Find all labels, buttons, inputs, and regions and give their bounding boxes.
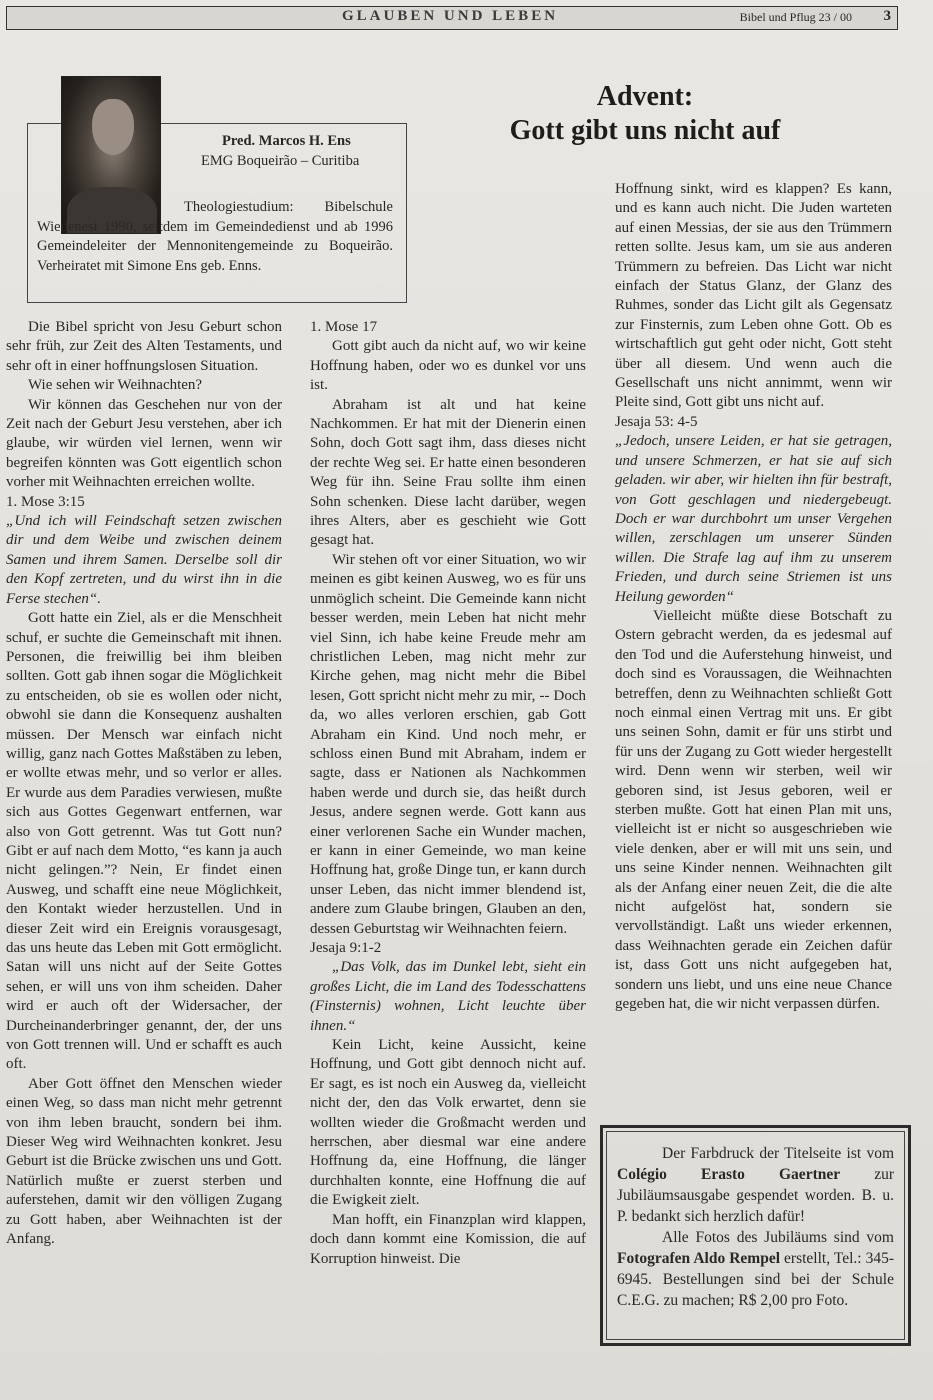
paragraph: Wie sehen wir Weihnachten? [28,377,203,394]
photographer-name: Fotografen Aldo Rempel [617,1250,781,1267]
bible-reference: 1. Mose 17 [310,319,378,335]
paragraph: Wir können das Geschehen nur von der Zeit nach der Geburt Jesu verstehen, aber ich glaube, wir würden viel lernen, wenn wir begreifen könnten was Gott eigentlich schon vorher mit Weihnachten erreichen wollte. [6,396,282,491]
section-title: GLAUBEN UND LEBEN [342,8,559,24]
notice-text: Der Farbdruck der Titelseite ist vom [662,1145,894,1162]
paragraph: Abraham ist alt und hat keine Nachkommen. Er hat mit der Dienerin einen Sohn, doch Gott sagt ihm, dass dieses nicht der rechte Weg sei. Er hatte einen besonderen Weg für ihn. Seine Frau sollte ihm einen Sohn schenken. Diese lacht darüber, wegen ihres Alters, aber es geschieht wie Gott gesagt hat. [310,396,586,549]
paragraph: Kein Licht, keine Aussicht, keine Hoffnung, und Gott gibt dennoch nicht auf. Er sagt, es ist noch ein Ausweg da, vielleicht nicht der, den das Volk erwartet, denn sie wollten wieder die Großmacht werden und herrschen, aber diesmal war eine andere Hoffnung da, eine Hoffnung, die länger durchhalten konnte, eine Hoffnung die auf die Ewigkeit zielt. [310,1037,586,1209]
bible-reference: Jesaja 53: 4-5 [615,413,698,430]
school-name: Colégio Erasto Gaertner [617,1166,841,1183]
bible-reference: Jesaja 9:1-2 [310,940,382,956]
notice-text: Alle Fotos des Jubiläums sind vom [662,1229,894,1246]
bible-quote: „Das Volk, das im Dunkel lebt, sieht ein großes Licht, die im Land des Todesschattens (Finsternis) wohnen, Licht leuchte über ihnen.“ [310,959,586,1034]
author-bio: Theologiestudium: Bibelschule Wiedenest 1990, seitdem im Gemeindedienst und ab 1996 Gemeindeleiter der Mennonitengemeinde zu Boqueirão. Verheiratet mit Simone Ens geb. Enns. [37,199,393,274]
notice-paragraph-1 [617,1143,894,1227]
paragraph: Aber Gott öffnet den Menschen wieder einen Weg, so dass man nicht mehr getrennt von ihm leben braucht, sondern bei ihm. Dieser Weg wird Weihnachten konkret. Jesu Geburt ist die Brücke zwischen uns und Gott. Natürlich mußte er zuerst sterben und auferstehen, damit wir den völligen Zugang zu Gott haben, aber Weihnachten ist der Anfang. [6,1075,282,1248]
paragraph: Gott hatte ein Ziel, als er die Menschheit schuf, er suchte die Gemeinschaft mit ihnen. Personen, die freiwillig bei ihm bleiben sollten. Gott gab ihnen sogar die Möglichkeit zu entscheiden, ob sie es wollen oder nicht, obwohl sie dann die Konsequenz aushalten müssen. Der Mensch war einfach nicht willig, ganz nach Gottes Maßstäben zu leben, er wollte etwas mehr, und so verlor er alles. Er wurde aus dem Paradies verwiesen, mußte sich aus Gottes Gegenwart entfernen, war also von Gott getrennt. Was tut Gott nun? Gibt er auf nach dem Motto, “es kann ja auch nicht gelingen.”? Nein, Er findet einen Ausweg, und schafft eine neue Möglichkeit, den Kontakt wieder herzustellen. Und in dieser Zeit wird ein Ereignis vorausgesagt, das uns heute das Leben mit Gott ermöglicht. Satan will uns nicht auf der Seite Gottes sehen, er will uns von ihm scheiden. Daher wird er auch oft der Widersacher, der Durcheinanderbringer genannt, der, der uns von Gott trennen will. Und er schafft es auch oft. [6,610,282,1073]
paragraph: Man hofft, ein Finanzplan wird klappen, doch dann kommt eine Komission, die auf Korruption hinweist. Die [310,1211,586,1267]
article-title [470,80,820,148]
page-header [6,6,898,30]
title-line-2: Gott gibt uns nicht auf [509,115,781,146]
bible-quote: „Und ich will Feindschaft setzen zwischen dir und dem Weibe und zwischen deinem Samen und ihrem Samen. Derselbe soll dir den Kopf zertreten, und du wirst ihn in die Ferse stechen“. [6,513,282,607]
notice-paragraph-2 [617,1227,894,1311]
author-name: Pred. Marcos H. Ens [222,133,351,149]
page-number: 3 [883,8,891,24]
article-column-3 [615,180,892,1014]
bible-reference: 1. Mose 3:15 [6,493,85,510]
paragraph: Vielleicht müßte diese Botschaft zu Ostern gebracht werden, da es jedesmal auf den Tod und die Auferstehung hinweist, und doch sind es Voraussagen, die Weihnachten betreffen, denn zu Weihnachten schließt Gott noch einmal einen Vertrag mit uns. Er gibt uns seinen Sohn, damit er für uns stirbt und für uns der Zugang zu Gott wieder hergestellt wird. Denn wenn wir sterben, weil wir geboren sind, ist Jesus geboren, weil er sterben mußte. Gott hat einen Plan mit uns, vielleicht ist er nicht so ausgeschrieben wie viele denken, aber er will mit uns sein, und uns seine Kinder nennen. Weihnachten gilt als der Anfang einer neuen Zeit, die die alte nicht aufgelöst hat, sondern sie vervollständigt. Laßt uns wieder erkennen, dass Weihnachten gerade ein Zeichen dafür ist, dass Gott uns nicht aufgegeben hat, sondern uns liebt, und uns eine neue Chance gegeben hat, die wir nicht verpassen dürfen. [615,607,892,1013]
paragraph: Die Bibel spricht von Jesu Geburt schon sehr früh, zur Zeit des Alten Testaments, und sehr oft in einer hoffnungslosen Situation. [6,319,282,374]
paragraph: Gott gibt auch da nicht auf, wo wir keine Hoffnung haben, oder wo es dunkel vor uns ist. [310,338,586,394]
paragraph: Wir stehen oft vor einer Situation, wo wir meinen es gibt keinen Ausweg, wo es für uns unmöglich scheint. Die Gemeinde kann nicht besser werden, mein Leben hat nicht mehr viel Sinn, ich habe keine Freude mehr am christlichen Leben, mag nicht mehr zur Kirche gehen, mag nicht mehr die Bibel lesen, Gott spricht nicht mehr zu mir, -- Doch da, wo alles verloren erschien, gab Gott Abraham ein Kind. Und noch mehr, er schloss einen Bund mit Abraham, indem er sagte, dass er Nationen als Nachkommen haben werde und durch sie, das heißt durch Jesus, andere segnen werde. Gott kann aus einer verlorenen Sache ein Wunder machen, er kann in einer Gemeinde, wo man keine Hoffnung hat, große Dinge tun, er kann durch unser Leben, das nicht immer blendend ist, andere zum Glaube bringen, Glauben an den, dessen Geburtstag wir Weihnachten feiern. [310,551,586,937]
paragraph: Hoffnung sinkt, wird es klappen? Es kann, und es kann auch nicht. Die Juden warteten auf einen Messias, der sie aus den Trümmern retten sollte. Jesus kam, um sie aus anderen Trümmern zu befreien. Das Licht war nicht einfach der Status Glanz, der Glanz des Ruhmes, sonder das Licht gilt als Gegensatz zur Finsternis, zum Leben ohne Gott. Ob es wirtschaftlich gut geht oder nicht, Gott steht über all diesem. Und wenn auch die Gesellschaft uns nicht annimmt, wenn wir Pleite sind, Gott gibt uns nicht auf. [615,181,892,411]
title-line-1: Advent: [596,81,694,112]
article-column-1 [6,318,282,1250]
notice-text: erstellt, Tel.: 345-6945. Bestellungen sind bei der Schule C.E.G. zu machen; R$ 2,00 pro Foto. [617,1250,894,1309]
bible-quote: „Jedoch, unsere Leiden, er hat sie getragen, und unsere Schmerzen, er hat sie auf sich geladen. wir aber, wir hielten ihn für bestraft, von Gott geschlagen und niedergebeugt. Doch er war durchbohrt um unser Vergehen willen, zerschlagen um unserer Sünden willen. Die Strafe lag auf ihm zu unserem Frieden, und durch seine Striemen ist uns Heilung geworden“ [615,433,892,605]
author-church: EMG Boqueirão – Curitiba [201,153,360,169]
notice-inner [606,1131,905,1340]
publication-info: Bibel und Pflug 23 / 00 [739,10,852,24]
notice-text: zur Jubiläumsausgabe gespendet worden. B. u. P. bedankt sich herzlich dafür! [617,1166,894,1225]
author-face [92,99,134,155]
notice-box [600,1125,911,1346]
article-column-2 [310,318,586,1269]
